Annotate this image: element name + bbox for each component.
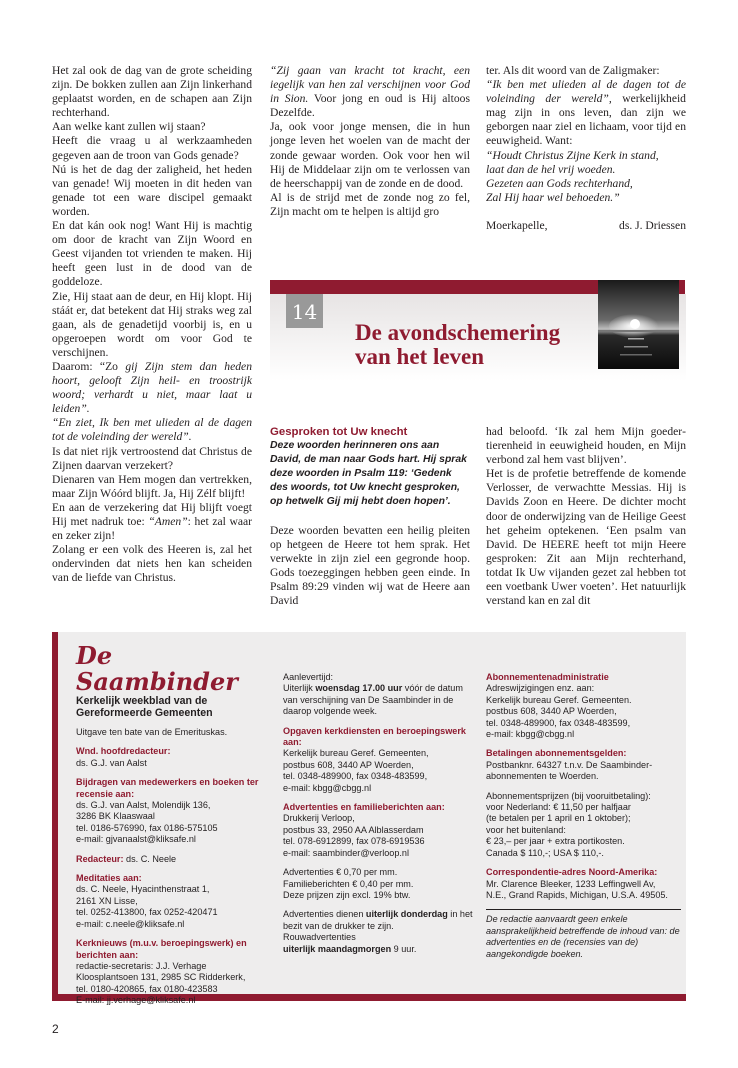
paragraph xyxy=(52,360,252,416)
info-line: postbus 608, 3440 AP Woerden, xyxy=(283,759,414,770)
paragraph: Zolang er een volk des Heeren is, zal het ondervinden dat niets hen kan scheiden van de liefde van Christus. xyxy=(52,543,252,585)
sunset-image xyxy=(598,280,679,369)
article-number: 14 xyxy=(286,294,323,328)
quote: “Ik ben met ulieden al de dagen tot de voleinding der wereld”, xyxy=(486,78,686,106)
paragraph: Dienaren van Hem mogen dan vertrekken, maar Zijn Wóórd blijft. Ja, Hij Zélf blijft! xyxy=(52,472,252,500)
price-line: voor het buitenland: xyxy=(486,824,566,835)
article-column-1 xyxy=(270,425,470,608)
info-line: Kloosplantsoen 131, 2985 SC Ridderkerk, xyxy=(76,972,246,983)
price-line: Canada $ 110,-; USA $ 110,-. xyxy=(486,847,604,858)
paragraph: Al is de strijd met de zonde nog zo fel, Zijn macht om te helpen is altijd gro xyxy=(270,190,470,218)
article-column-2 xyxy=(486,425,686,608)
text: Uiterlijk xyxy=(283,683,316,694)
info-line xyxy=(283,909,478,932)
info-line: postbus 608, 3440 AP Woerden, xyxy=(486,706,617,717)
info-line: Aanlevertijd: xyxy=(283,672,334,682)
paragraph: Het zal ook de dag van de grote scheiding zijn. De bokken zullen aan Zijn linkerhand geplaatst worden, en de schapen aan Zijn rechterhand. xyxy=(52,64,252,120)
info-line: tel. 0252-413800, fax 0252-420471 xyxy=(76,907,218,918)
info-line xyxy=(283,683,478,717)
email-line: e-mail: kbgg@cbgg.nl xyxy=(486,729,575,740)
place: Moerkapelle, xyxy=(486,218,548,232)
info-line: N.E., Grand Rapids, Michigan, U.S.A. 49505. xyxy=(486,889,668,900)
text: 9 uur. xyxy=(391,943,417,954)
email-line: e-mail: gjvanaalst@kliksafe.nl xyxy=(76,834,196,845)
paragraph: En dat kán ook nog! Want Hij is machtig om door de kracht van Zijn Woord en Geest vijanden tot vrienden te maken. Hij heeft geen lust in de dood van de goddeloze. xyxy=(52,219,252,289)
text-column-1 xyxy=(52,64,252,585)
paragraph: Heeft die vraag u al werkzaamheden gegeven aan de troon van Gods genade? xyxy=(52,134,252,162)
colophon-column-3 xyxy=(486,672,681,960)
text: Voor jong en oud is Hij altoos Dezelfde. xyxy=(270,92,470,120)
section-heading: Kerknieuws (m.u.v. beroepingswerk) en berichten aan: xyxy=(76,938,247,960)
price-line: Abonnementsprijzen (bij vooruitbetaling): xyxy=(486,790,651,801)
email-line: E-mail: jj.verhage@kliksafe.nl xyxy=(76,995,196,1006)
price-line: € 23,– per jaar + extra portikosten. xyxy=(486,836,625,847)
price-line: (te betalen per 1 april en 1 oktober); xyxy=(486,813,631,824)
price-line: Familieberichten € 0,40 per mm. xyxy=(283,878,414,889)
title-line: van het leven xyxy=(355,344,485,369)
section-heading: Bijdragen van medewerkers en boeken ter recensie aan: xyxy=(76,777,259,799)
section-heading: Correspondentie-adres Noord-Amerika: xyxy=(486,867,658,878)
info-line: postbus 33, 2950 AA Alblasserdam xyxy=(283,824,424,835)
paragraph: Deze woorden bevatten een heilig pleiten op hetgeen de Heere tot hem sprak. Het verwekte in zijn ziel een gegronde hoop. Gods toezeggingen hebben geen einde. In Psalm 89:29 vinden wij wat de Heere aan David xyxy=(270,523,470,608)
paragraph: Ja, ook voor jonge mensen, die in hun jonge leven het woelen van de macht der zonde gewaar worden. Ook voor hen wil Hij de Middelaar zijn om te verlossen van de heerschappij van de zonde en de dood. xyxy=(270,120,470,190)
deadline: uiterlijk donderdag xyxy=(365,909,448,920)
page-number: 2 xyxy=(52,1022,59,1036)
paragraph: had beloofd. ‘Ik zal hem Mijn goedertierenheid in eeuwigheid houden, en Mijn verbond zal hem vast blijven’. xyxy=(486,425,686,467)
text-column-2 xyxy=(270,64,470,219)
text: Advertenties dienen xyxy=(283,909,366,920)
deadline: woensdag 17.00 uur xyxy=(315,683,403,694)
info-line: redactie-secretaris: J.J. Verhage xyxy=(76,960,207,971)
info-line: Drukkerij Verloop, xyxy=(283,813,355,824)
paragraph: Aan welke kant zullen wij staan? xyxy=(52,120,206,134)
sunset-photo xyxy=(598,280,679,369)
quote: “En ziet, Ik ben met ulieden al de dagen tot de voleinding der wereld”. xyxy=(52,416,252,444)
info-line: tel. 0186-576990, fax 0186-575105 xyxy=(76,822,218,833)
info-line: 3286 BK Klaaswaal xyxy=(76,811,155,822)
title-line: De avondschemering xyxy=(355,320,561,345)
info-line: tel. 078-6912899, fax 078-6919536 xyxy=(283,836,425,847)
brand-logo: De Saambinder xyxy=(76,641,238,696)
section-heading: Redacteur: xyxy=(76,853,124,864)
info-line: Kerkelijk bureau Geref. Gemeenten, xyxy=(283,748,429,759)
publisher-note: Uitgave ten bate van de Emerituskas. xyxy=(76,727,228,737)
info-line: ds. C. Neele, Hyacinthenstraat 1, xyxy=(76,884,210,895)
info-line xyxy=(283,944,478,955)
info-line: Postbanknr. 64327 t.n.v. De Saambinder-abonnementen te Woerden. xyxy=(486,759,653,782)
colophon-column-2 xyxy=(283,672,478,955)
section-heading: Wnd. hoofdredacteur: xyxy=(76,746,171,757)
text: En aan de verzekering dat Hij blijft voegt Hij met nadruk toe: xyxy=(52,500,252,528)
email-line: e-mail: saambinder@verloop.nl xyxy=(283,847,409,858)
paragraph: Is dat niet rijk vertroostend dat Christus de Zijnen daarvan verzekert? xyxy=(52,444,252,472)
poem-line: laat dan de hel vrij woeden. xyxy=(486,162,616,176)
paragraph xyxy=(52,501,252,543)
text: : het zal waar en zeker zijn! xyxy=(52,515,253,543)
price-line: Deze prijzen zijn excl. 19% btw. xyxy=(283,889,411,900)
section-heading: Abonnementenadministratie xyxy=(486,672,609,682)
article-subheading: Gesproken tot Uw knecht xyxy=(270,426,408,438)
quote: gij Zijn stem dan heden hoort, gelooft Zijn heil- en troostrijk woord; verhardt u niet, maar laat u leiden”. xyxy=(52,359,252,416)
price-line: voor Nederland: € 11,50 per halfjaar xyxy=(486,802,631,813)
price-line: Advertenties € 0,70 per mm. xyxy=(283,867,398,878)
author: ds. J. Driessen xyxy=(619,218,686,232)
paragraph: Het is de profetie betreffende de komende Verlosser, de verwachtte Messias. Hij is Davids Zoon en Heere. De dichter mocht door de onderwijzing van de Heilige Geest het geheim optekenen. ‘Een psalm van David. De HEERE heeft tot mijn Heere gesproken: Zit aan Mijn rechterhand, totdat Ik Uw vijanden gezet zal hebben tot een voetbank Uwer voeten’. Het natuurlijk verstand kan en zal dit xyxy=(486,467,686,608)
quote: “Zij gaan van kracht tot kracht, een iegelijk van hen zal verschijnen voor God in Sion. xyxy=(270,64,470,106)
quote: “Amen” xyxy=(148,515,188,528)
info-line: tel. 0348-489900, fax 0348-483599, xyxy=(283,771,428,782)
article-title xyxy=(355,321,595,369)
paragraph: Nú is het de dag der zaligheid, het heden van genade! Wij moeten in dit heden van genade tot een ware discipel gemaakt worden. xyxy=(52,162,252,218)
colophon-column-1 xyxy=(76,643,276,1007)
info-line: 2161 XN Lisse, xyxy=(76,895,138,906)
info-text: ds. C. Neele xyxy=(123,853,177,864)
disclaimer: De redactie aanvaardt geen enkele aansprakelijkheid betreffende de inhoud van: de advertenties en de (recensies van de) aangekondigde boeken. xyxy=(486,909,681,960)
email-line: e-mail: c.neele@kliksafe.nl xyxy=(76,918,185,929)
colophon-accent-bar xyxy=(52,632,58,1001)
text: werkelijkheid mag zijn in ons leven, dan zijn we geborgen naar ziel en lichaam, voor tijd en eeuwigheid. Want: xyxy=(486,92,686,148)
section-heading: Meditaties aan: xyxy=(76,873,142,884)
paragraph xyxy=(486,78,686,148)
paragraph xyxy=(270,64,470,120)
info-line: tel. 0348-489900, fax 0348-483599, xyxy=(486,717,631,728)
poem-line: Zal Hij haar wel behoeden.” xyxy=(486,190,620,204)
brand-subtitle: Kerkelijk weekblad van de Gereformeerde Gemeenten xyxy=(76,695,213,719)
info-line: Rouwadvertenties xyxy=(283,932,356,943)
info-line: ds. G.J. van Aalst xyxy=(76,757,147,768)
deadline: uiterlijk maandagmorgen xyxy=(283,943,392,954)
text: in het bezit van de drukker te zijn. xyxy=(283,909,473,931)
text-column-3 xyxy=(486,64,686,233)
poem-line: Gezeten aan Gods rechterhand, xyxy=(486,176,633,190)
signature xyxy=(486,219,686,233)
info-line: ds. G.J. van Aalst, Molendijk 136, xyxy=(76,800,211,811)
text: vóór de datum van verschijning van De Saambinder in de daarop volgende week. xyxy=(283,683,463,717)
text: Daarom: “Zo xyxy=(52,359,126,373)
section-heading: Betalingen abonnementsgelden: xyxy=(486,748,627,759)
email-line: e-mail: kbgg@cbgg.nl xyxy=(283,782,372,793)
info-line: Mr. Clarence Bleeker, 1233 Leffingwell Av, xyxy=(486,878,656,889)
article-lead: Deze woorden herinneren ons aan David, de man naar Gods hart. Hij sprak deze woorden in Psalm 119: ‘Gedenk des woords, tot Uw knecht gesproken, op hetwelk Gij mij hebt doen hopen’. xyxy=(270,440,467,508)
info-line: Adreswijzigingen enz. aan: xyxy=(486,683,595,694)
paragraph: Zie, Hij staat aan de deur, en Hij klopt. Hij stáát er, dat betekent dat Hij straks weg zal gaan, als de genadetijd voorbij is, en u opgeroepen wordt om voor God te verschijnen. xyxy=(52,289,252,359)
paragraph: ter. Als dit woord van de Zaligmaker: xyxy=(486,64,660,77)
info-line: Kerkelijk bureau Geref. Gemeenten. xyxy=(486,694,632,705)
section-heading: Advertenties en familieberichten aan: xyxy=(283,802,445,813)
poem-line: “Houdt Christus Zijne Kerk in stand, xyxy=(486,148,659,162)
section-heading: Opgaven kerkdiensten en beroepingswerk aan: xyxy=(283,725,466,748)
info-line: tel. 0180-420865, fax 0180-423583 xyxy=(76,983,218,994)
info-line xyxy=(76,854,276,865)
